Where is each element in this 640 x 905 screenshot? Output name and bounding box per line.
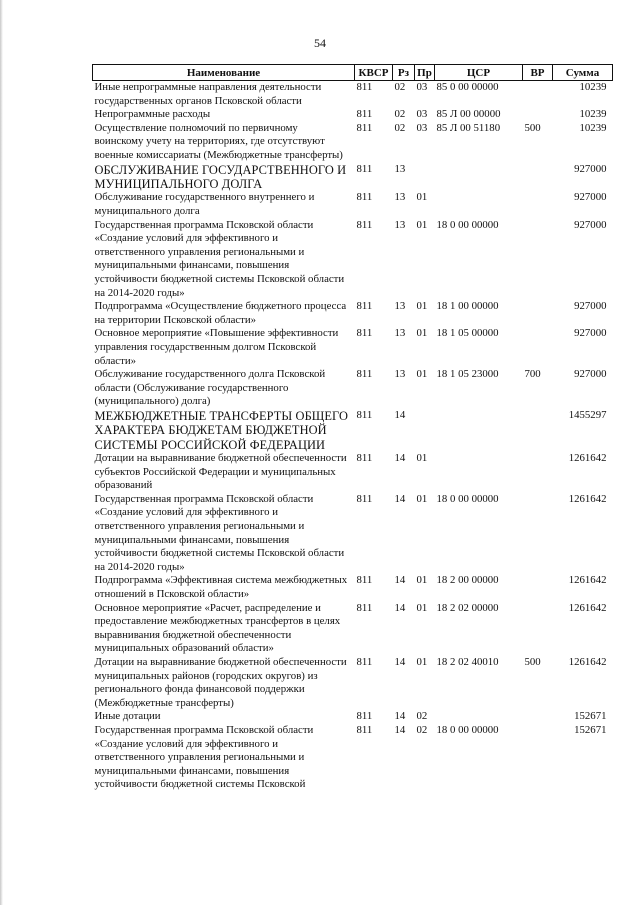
table-row: [93, 108, 613, 122]
cell-sum: 152671: [574, 723, 607, 736]
cell-rz: 13: [394, 368, 406, 381]
cell-name: ОБСЛУЖИВАНИЕ ГОСУДАРСТВЕННОГО И МУНИЦИПАЛЬНОГО ДОЛГА: [94, 162, 347, 191]
cell-name: Подпрограмма «Эффективная система межбюджетных отношений в Псковской области»: [94, 574, 348, 601]
cell-vr: [523, 163, 553, 192]
cell-csr: 18 0 00 00000: [436, 492, 499, 505]
cell-pr: 01: [416, 368, 428, 381]
cell-pr: 01: [416, 492, 428, 505]
cell-csr: 18 1 05 23000: [436, 368, 499, 381]
cell-rz: 13: [394, 191, 406, 204]
cell-pr: 01: [416, 327, 428, 340]
cell-pr: 01: [416, 574, 428, 587]
cell-kvsr: 811: [356, 723, 373, 736]
cell-name: Дотации на выравнивание бюджетной обеспеченности муниципальных районов (городских округов) из регионального фонда финансовой поддержки (Межбюджетные трансферты): [94, 656, 347, 709]
cell-kvsr: 811: [356, 656, 373, 668]
cell-rz: 13: [394, 327, 406, 340]
table-row: [93, 122, 613, 163]
table-row: [93, 300, 613, 327]
cell-pr: 01: [416, 601, 428, 614]
cell-csr: [435, 409, 523, 452]
table-row: [93, 368, 613, 409]
header-vr: ВР: [523, 65, 553, 81]
cell-pr: 01: [416, 191, 428, 204]
cell-name: Государственная программа Псковской области «Создание условий для эффективного и ответственного управления региональными и муниципальными финансами, повышения устойчивости бюджетной системы Псковской области на 2014-2020 годы»: [94, 492, 345, 573]
cell-kvsr: 811: [356, 108, 373, 121]
cell-pr: [415, 163, 435, 192]
header-sum: Сумма: [553, 65, 613, 81]
table-row: [93, 656, 613, 710]
cell-vr: [523, 493, 553, 575]
cell-rz: 13: [394, 300, 406, 313]
table-row: [93, 327, 613, 368]
table-row: [93, 191, 613, 218]
table-row: [93, 409, 613, 452]
cell-vr: [523, 108, 553, 122]
cell-sum: 10239: [579, 121, 607, 134]
cell-vr: [523, 574, 553, 601]
cell-csr: 85 Л 00 51180: [436, 121, 501, 134]
cell-csr: [435, 452, 523, 493]
cell-kvsr: 811: [356, 81, 373, 93]
cell-vr: 500: [524, 121, 541, 134]
cell-sum: 927000: [574, 191, 607, 204]
header-name: Наименование: [93, 65, 355, 81]
cell-vr: [523, 452, 553, 493]
cell-name: Осуществление полномочий по первичному воинскому учету на территориях, где отсутствуют военные комиссариаты (Межбюджетные трансферты): [94, 121, 343, 161]
cell-vr: [523, 724, 553, 792]
cell-pr: 01: [416, 452, 428, 465]
cell-vr: [523, 327, 553, 368]
cell-kvsr: 811: [356, 452, 373, 465]
table-row: [93, 163, 613, 192]
cell-sum: 927000: [574, 218, 607, 231]
cell-pr: [415, 409, 435, 452]
cell-rz: 02: [394, 121, 406, 134]
cell-pr: 02: [416, 723, 428, 736]
cell-sum: 1455297: [568, 408, 607, 421]
table-row: [93, 602, 613, 656]
cell-vr: [523, 191, 553, 218]
table-body: [93, 81, 613, 792]
header-rz: Рз: [393, 65, 415, 81]
cell-rz: 02: [394, 108, 406, 121]
cell-sum: 1261642: [568, 656, 607, 668]
cell-sum: 10239: [579, 108, 607, 121]
cell-kvsr: 811: [356, 300, 373, 313]
cell-rz: 14: [394, 408, 406, 421]
cell-kvsr: 811: [356, 492, 373, 505]
cell-rz: 13: [394, 218, 406, 231]
cell-kvsr: 811: [356, 601, 373, 614]
cell-pr: 01: [416, 656, 428, 668]
cell-kvsr: 811: [356, 121, 373, 134]
cell-vr: 700: [524, 368, 541, 381]
cell-vr: [523, 710, 553, 724]
table-row: [93, 493, 613, 575]
cell-csr: [435, 163, 523, 192]
cell-name: Иные непрограммные направления деятельности государственных органов Псковской области: [94, 81, 322, 107]
cell-rz: 02: [394, 81, 406, 93]
table-row: [93, 574, 613, 601]
cell-name: МЕЖБЮДЖЕТНЫЕ ТРАНСФЕРТЫ ОБЩЕГО ХАРАКТЕРА БЮДЖЕТАМ БЮДЖЕТНОЙ СИСТЕМЫ РОССИЙСКОЙ ФЕДЕРАЦИИ: [94, 408, 349, 452]
cell-vr: [523, 81, 553, 109]
cell-rz: 13: [394, 162, 406, 175]
cell-vr: [523, 409, 553, 452]
cell-kvsr: 811: [356, 408, 373, 421]
budget-table: [92, 64, 613, 792]
cell-name: Обслуживание государственного внутреннего и муниципального долга: [94, 191, 315, 217]
table-row: [93, 219, 613, 301]
cell-csr: 18 1 05 00000: [436, 327, 499, 340]
cell-pr: 03: [416, 81, 428, 93]
cell-rz: 14: [394, 710, 406, 723]
cell-rz: 14: [394, 656, 406, 668]
cell-pr: 03: [416, 108, 428, 121]
cell-csr: 18 0 00 00000: [436, 218, 499, 231]
cell-name: Непрограммные расходы: [94, 108, 211, 121]
cell-kvsr: 811: [356, 218, 373, 231]
cell-kvsr: 811: [356, 368, 373, 381]
cell-kvsr: 811: [356, 574, 373, 587]
cell-sum: 927000: [574, 300, 607, 313]
header-pr: Пр: [415, 65, 435, 81]
cell-name: Основное мероприятие «Расчет, распределение и предоставление межбюджетных трансфертов в целях выравнивания бюджетной обеспеченности муниципальных образований области»: [94, 601, 341, 655]
cell-pr: 01: [416, 218, 428, 231]
cell-vr: [523, 602, 553, 656]
cell-name: Обслуживание государственного долга Псковской области (Обслуживание государственного (муниципального) долга): [94, 368, 326, 408]
cell-rz: 14: [394, 492, 406, 505]
cell-csr: 18 1 00 00000: [436, 300, 499, 313]
cell-rz: 14: [394, 452, 406, 465]
table-header-row: [93, 65, 613, 81]
cell-rz: 14: [394, 574, 406, 587]
cell-csr: 18 2 02 00000: [436, 601, 499, 614]
cell-sum: 1261642: [568, 574, 607, 587]
cell-sum: 1261642: [568, 492, 607, 505]
cell-name: Дотации на выравнивание бюджетной обеспеченности субъектов Российской Федерации и муниципальных образований: [94, 452, 347, 492]
cell-rz: 14: [394, 601, 406, 614]
cell-sum: 1261642: [568, 452, 607, 465]
cell-name: Основное мероприятие «Повышение эффективности управления государственным долгом Псковской области»: [94, 327, 339, 367]
header-kvsr: КВСР: [355, 65, 393, 81]
page-number: 54: [314, 36, 326, 50]
cell-csr: [435, 710, 523, 724]
cell-kvsr: 811: [356, 162, 373, 175]
cell-vr: [523, 300, 553, 327]
cell-name: Государственная программа Псковской области «Создание условий для эффективного и ответственного управления региональными и муниципальными финансами, повышения устойчивости бюджетной системы Псковской: [94, 723, 314, 791]
cell-sum: 1261642: [568, 601, 607, 614]
cell-csr: 18 2 02 40010: [436, 656, 499, 668]
table-row: [93, 724, 613, 792]
cell-kvsr: 811: [356, 191, 373, 204]
scan-edge: [0, 0, 3, 905]
cell-csr: [435, 191, 523, 218]
cell-sum: 927000: [574, 327, 607, 340]
cell-name: Подпрограмма «Осуществление бюджетного процесса на территории Псковской области»: [94, 300, 347, 326]
cell-csr: 85 Л 00 00000: [436, 108, 501, 121]
cell-pr: 02: [416, 710, 428, 723]
cell-name: Государственная программа Псковской области «Создание условий для эффективного и ответственного управления региональными и муниципальными финансами, повышения устойчивости бюджетной системы Псковской области на 2014-2020 годы»: [94, 218, 345, 299]
cell-sum: 927000: [574, 368, 607, 381]
cell-csr: 18 2 00 00000: [436, 574, 499, 587]
cell-name: Иные дотации: [94, 710, 161, 723]
cell-csr: 18 0 00 00000: [436, 723, 499, 736]
table-row: [93, 81, 613, 109]
table-row: [93, 710, 613, 724]
header-csr: ЦСР: [435, 65, 523, 81]
cell-pr: 03: [416, 121, 428, 134]
cell-csr: 85 0 00 00000: [436, 81, 499, 93]
cell-vr: [523, 219, 553, 301]
cell-kvsr: 811: [356, 327, 373, 340]
cell-sum: 152671: [574, 710, 607, 723]
table-row: [93, 452, 613, 493]
cell-rz: 14: [394, 723, 406, 736]
cell-pr: 01: [416, 300, 428, 313]
cell-kvsr: 811: [356, 710, 373, 723]
cell-vr: 500: [524, 656, 541, 668]
cell-sum: 10239: [579, 81, 607, 93]
cell-sum: 927000: [574, 162, 607, 175]
